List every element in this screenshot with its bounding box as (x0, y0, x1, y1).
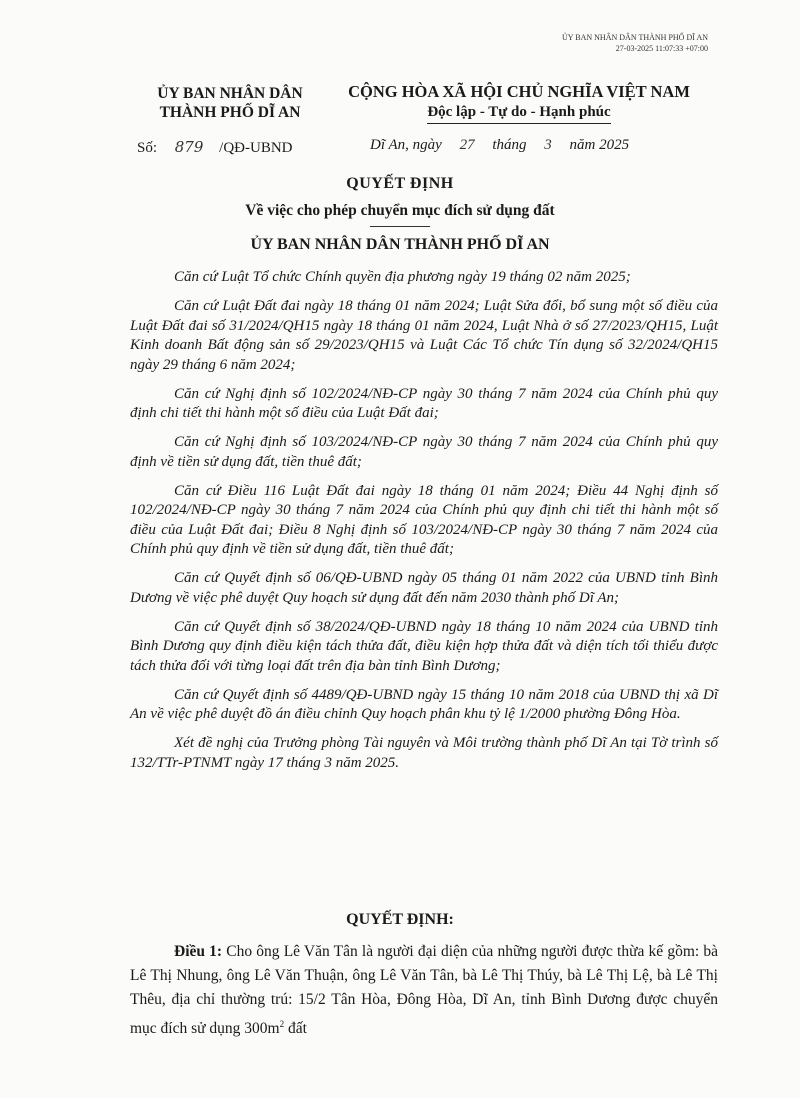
subject-underline (370, 226, 430, 227)
article-1-text: Cho ông Lê Văn Tân là người đại diện của những người được thừa kế gồm: bà Lê Thị Nhung, ông Lê Văn Thuận, ông Lê Văn Tân, bà Lê Thị Thúy, bà Lê Thị Lệ, bà Lê Thị Thêu, địa chỉ thường trú: 15/2 Tân Hòa, Đông Hòa, Dĩ An, tỉnh Bình Dương được chuyển mục đích sử dụng 300m (130, 943, 718, 1038)
article-1 (130, 940, 718, 1041)
digital-signature-timestamp: 27-03-2025 11:07:33 +07:00 (615, 44, 708, 53)
document-type: QUYẾT ĐỊNH (346, 175, 454, 192)
national-motto: Độc lập - Tự do - Hạnh phúc (427, 102, 610, 124)
preamble-paragraph: Căn cứ Quyết định số 4489/QĐ-UBND ngày 15 tháng 10 năm 2018 của UBND thị xã Dĩ An về việc phê duyệt đồ án điều chỉnh Quy hoạch phân khu tỷ lệ 1/2000 phường Đông Hòa. (130, 686, 718, 722)
number-value: 879 (174, 138, 204, 156)
area-unit-superscript: 2 (279, 1019, 285, 1029)
document-subject: Về việc cho phép chuyển mục đích sử dụng đất (245, 202, 555, 219)
digital-signature-org: ỦY BAN NHÂN DÂN THÀNH PHỐ DĨ AN (562, 33, 708, 42)
date-day: 27 (459, 137, 475, 153)
preamble-paragraph: Căn cứ Quyết định số 38/2024/QĐ-UBND ngày 18 tháng 10 năm 2024 của UBND tỉnh Bình Dương quy định điều kiện tách thửa đất, điều kiện hợp thửa đất và diện tích tối thiểu được tách thửa đối với từng loại đất trên địa bàn tỉnh Bình Dương; (130, 618, 718, 674)
preamble-paragraph: Căn cứ Nghị định số 103/2024/NĐ-CP ngày 30 tháng 7 năm 2024 của Chính phủ quy định về tiền sử dụng đất, tiền thuê đất; (130, 434, 718, 470)
decision-heading: QUYẾT ĐỊNH: (346, 911, 454, 928)
national-header (335, 81, 703, 124)
nation-name: CỘNG HÒA XÃ HỘI CHỦ NGHĨA VIỆT NAM (348, 82, 690, 101)
agency-line-1: ỦY BAN NHÂN DÂN (157, 85, 303, 102)
number-label: Số: (137, 140, 158, 156)
preamble (130, 268, 718, 783)
document-number (137, 138, 293, 157)
number-suffix: /QĐ-UBND (219, 140, 293, 156)
date-month: 3 (544, 137, 552, 153)
preamble-paragraph: Căn cứ Nghị định số 102/2024/NĐ-CP ngày 30 tháng 7 năm 2024 của Chính phủ quy định chi tiết thi hành một số điều của Luật Đất đai; (130, 385, 718, 421)
preamble-paragraph: Căn cứ Quyết định số 06/QĐ-UBND ngày 05 tháng 01 năm 2022 của UBND tỉnh Bình Dương về việc phê duyệt Quy hoạch sử dụng đất đến năm 2030 thành phố Dĩ An; (130, 570, 718, 606)
issuing-agency (140, 84, 320, 122)
preamble-paragraph: Xét đề nghị của Trưởng phòng Tài nguyên và Môi trường thành phố Dĩ An tại Tờ trình số 132/TTr-PTNMT ngày 17 tháng 3 năm 2025. (130, 735, 718, 771)
date-prefix: Dĩ An, ngày (370, 137, 442, 153)
date-year: năm 2025 (569, 137, 630, 153)
article-1-paragraph (130, 940, 718, 1041)
document-date (370, 137, 629, 154)
article-1-tail: đất (284, 1020, 307, 1038)
agency-line-2: THÀNH PHỐ DĨ AN (159, 104, 301, 121)
preamble-paragraph: Căn cứ Điều 116 Luật Đất đai ngày 18 tháng 01 năm 2024; Điều 44 Nghị định số 102/2024/NĐ-CP ngày 30 tháng 7 năm 2024 của Chính phủ quy định chi tiết thi hành một số điều của Luật Đất đai; Điều 8 Nghị định số 103/2024/NĐ-CP ngày 30 tháng 7 năm 2024 của Chính phủ quy định về tiền sử dụng đất, tiền thuê đất; (130, 482, 718, 557)
preamble-paragraph: Căn cứ Luật Đất đai ngày 18 tháng 01 năm 2024; Luật Sửa đổi, bổ sung một số điều của Luật Đất đai số 31/2024/QH15 ngày 18 tháng 01 năm 2024, Luật Nhà ở số 27/2023/QH15, Luật Kinh doanh Bất động sản số 29/2023/QH15 và Luật Các Tổ chức Tín dụng số 32/2024/QH15 ngày 29 tháng 6 năm 2024; (130, 298, 718, 373)
article-1-label: Điều 1: (174, 943, 223, 960)
date-month-label: tháng (492, 137, 527, 153)
issuer-heading: ỦY BAN NHÂN DÂN THÀNH PHỐ DĨ AN (250, 236, 550, 253)
preamble-paragraph: Căn cứ Luật Tổ chức Chính quyền địa phương ngày 19 tháng 02 năm 2025; (174, 269, 631, 285)
